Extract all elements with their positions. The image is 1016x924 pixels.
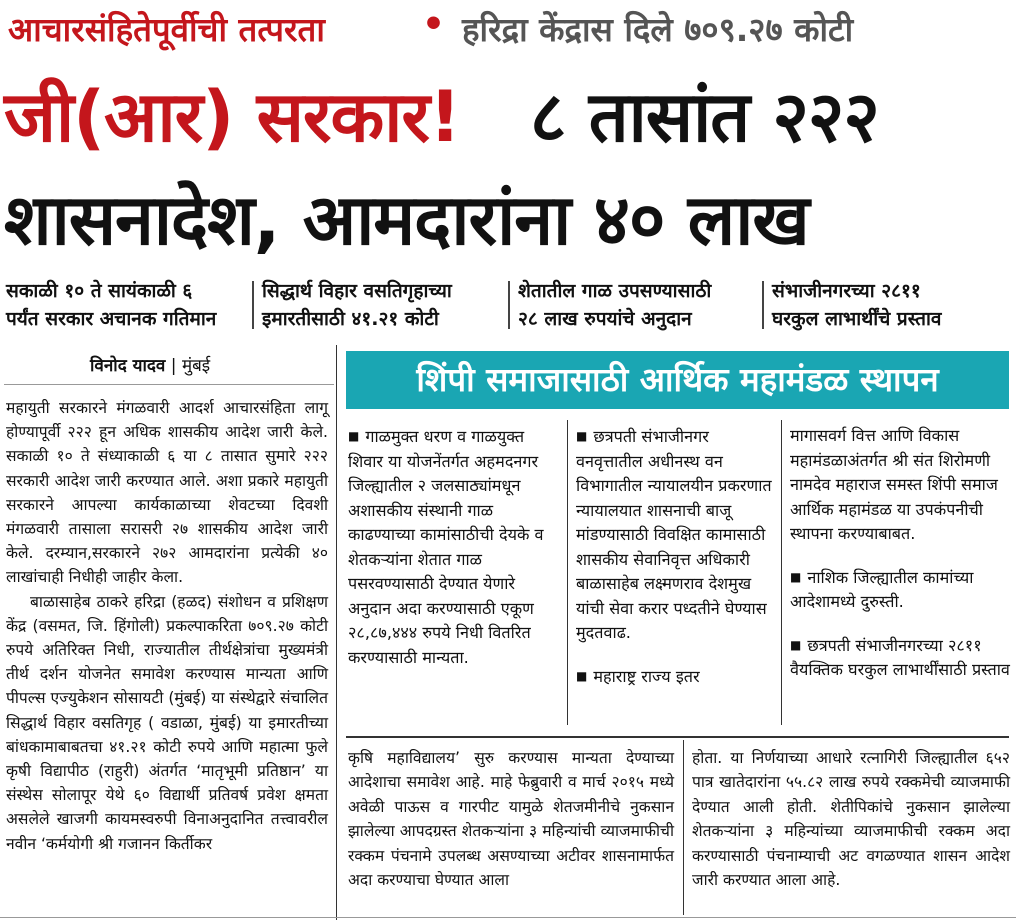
list-item-text: महाराष्ट्र राज्य इतर	[593, 666, 700, 686]
list-item	[790, 424, 1010, 547]
column-divider	[336, 345, 337, 920]
byline	[90, 353, 210, 376]
byline-place: मुंबई	[181, 356, 211, 376]
headline-black: ८ तासांत २२२	[530, 76, 879, 158]
kicker-right: हरिद्रा केंद्रास दिले ७०९.२७ कोटी	[462, 10, 854, 49]
highlight-3-line1: शेतातील गाळ उपसण्यासाठी	[518, 280, 712, 302]
bottom-column-2: होता. या निर्णयाच्या आधारे रत्नागिरी जिल्ह्यातील ६५२ पात्र खातेदारांना ५५.८२ लाख रुपये रक्कमेची व्याजमाफी देण्यात आली होती. शेतीपिकांचे नुकसान झालेल्या शेतकऱ्यांना ३ महिन्यांच्या व्याजमाफीची रक्कम अदा करण्यासाठी पंचनाम्याची अट वगळण्यात शासन आदेश जारी करण्यात आला आहे.	[692, 749, 1010, 890]
highlight-4-line2: घरकुल लाभार्थींचे प्रस्ताव	[772, 308, 942, 330]
kicker-left: आचारसंहितेपूर्वीची तत्परता	[8, 10, 325, 49]
highlight-1	[0, 273, 252, 335]
square-bullet-icon: ■	[790, 637, 802, 652]
highlight-2	[256, 273, 508, 335]
column-divider	[567, 420, 568, 725]
left-paragraph-2: बाळासाहेब ठाकरे हरिद्रा (हळद) संशोधन व प्रशिक्षण केंद्र (वसमत, जि. हिंगोली) प्रकल्पाकरिता ७०९.२७ कोटी रुपये अतिरिक्त निधी, राज्यातील तीर्थक्षेत्रांचा मुख्यमंत्री तीर्थ दर्शन योजनेत समावेश करण्यास मान्यता आणि पीपल्स एज्युकेशन सोसायटी (मुंबई) या संस्थेद्वारे संचालित सिद्धार्थ विहार वसतिगृह ( वडाळा, मुंबई) या इमारतीच्या बांधकामाबाबतचा ४१.२१ कोटी रुपये आणि महात्मा फुले कृषी विद्यापीठ (राहुरी) अंतर्गत ‘मातृभूमी प्रतिष्ठान’ या संस्थेस सोलापूर येथे ६० विद्यार्थी प्रतिवर्ष प्रवेश क्षमता असलेले खाजगी कायमस्वरुपी विनाअनुदानित तत्त्वावरील नवीन ‘कर्मयोगी श्री गजानन किर्तीकर	[6, 592, 328, 853]
bottom-rule	[0, 917, 1016, 918]
list-item	[348, 424, 560, 670]
list-item-text: छत्रपती संभाजीनगरच्या २८११ वैयक्तिक घरकुल लाभार्थींसाठी प्रस्ताव	[790, 635, 1010, 679]
list-item	[576, 424, 776, 646]
highlight-3-line2: २८ लाख रुपयांचे अनुदान	[518, 308, 692, 330]
highlight-divider	[252, 281, 254, 329]
byline-author: विनोद यादव	[90, 356, 166, 376]
highlights-strip	[0, 273, 1016, 335]
sub-column-2	[576, 424, 776, 707]
column-divider	[781, 420, 782, 725]
list-item	[790, 565, 1010, 615]
left-paragraph-1: महायुती सरकारने मंगळवारी आदर्श आचारसंहिता लागू होण्यापूर्वी २२२ हून अधिक शासकीय आदेश जारी केले. सकाळी १० ते संध्याकाळी ६ या ८ तासात सुमारे २२२ सरकारी आदेश जारी करण्यात आले. अशा प्रकारे महायुती सरकारने आपल्या कार्यकाळाच्या शेवटच्या दिवशी मंगळवारी तासाला सरासरी २७ शासकीय आदेश जारी केले. दरम्यान,सरकारने २७२ आमदारांना प्रत्येकी ४० लाखांचाही निधीही जाहीर केला.	[6, 399, 328, 587]
column-divider	[683, 740, 684, 915]
byline-rule	[4, 384, 334, 385]
highlight-divider	[508, 281, 510, 329]
highlight-1-line1: सकाळी १० ते सायंकाळी ६	[6, 280, 193, 302]
list-item-text: छत्रपती संभाजीनगर वनवृत्तातील अधीनस्थ वन विभागातील न्यायालयीन प्रकरणात न्यायालयात शासनाची बाजू मांडण्यासाठी विवक्षित कामासाठी शासकीय सेवानिवृत्त अधिकारी बाळासाहेब लक्ष्मणराव देशमुख यांची सेवा करार पध्दतीने घेण्यास मुदतवाढ.	[576, 427, 772, 642]
sub-column-1	[348, 424, 560, 688]
highlight-1-line2: पर्यंत सरकार अचानक गतिमान	[6, 308, 217, 330]
highlight-4-line1: संभाजीनगरच्या २८११	[772, 280, 921, 302]
list-item-text: मागासवर्ग वित्त आणि विकास महामंडळाअंतर्गत श्री संत शिरोमणी नामदेव महाराज समस्त शिंपी समाज आर्थिक महामंडळ या उपकंपनीची स्थापना करण्याबाबत.	[790, 426, 998, 543]
section-banner: शिंपी समाजासाठी आर्थिक महामंडळ स्थापन	[346, 351, 1009, 409]
byline-separator: |	[170, 356, 177, 376]
list-item-text: गाळमुक्त धरण व गाळयुक्त शिवार या योजनेंतर्गत अहमदनगर जिल्ह्यातील २ जलसाठ्यांमधून अशासकीय संस्थानी गाळ काढण्याच्या कामांसाठीची देयके व शेतकऱ्यांना शेतात गाळ पसरवण्यासाठी देण्यात येणारे अनुदान अदा करण्यासाठी एकूण २८,८७,४४४ रुपये निधी वितरित करण्यासाठी मान्यता.	[348, 427, 544, 667]
highlight-2-line1: सिद्धार्थ विहार वसतिगृहाच्या	[262, 280, 452, 302]
list-item	[790, 633, 1010, 683]
left-column-text	[6, 396, 328, 856]
bottom-column-1: कृषि महाविद्यालय’ सुरु करण्यास मान्यता देण्याच्या आदेशाचा समावेश आहे. माहे फेब्रुवारी व मार्च २०१५ मध्ये अवेळी पाऊस व गारपीट यामुळे शेतजमीनीचे नुकसान झालेल्या आपदग्रस्त शेतकऱ्यांना ३ महिन्यांची व्याजमाफीची रक्कम पंचनामे उपलब्ध असण्याच्या अटीवर शासनामार्फत अदा करण्याचा घेण्यात आला	[348, 749, 674, 890]
square-bullet-icon: ■	[576, 668, 588, 683]
kicker-bullet: •	[422, 4, 446, 45]
sub-column-3	[790, 424, 1010, 701]
list-item-text: नाशिक जिल्ह्यातील कामांच्या आदेशामध्ये दुरुस्ती.	[790, 567, 974, 611]
highlight-2-line2: इमारतीसाठी ४१.२१ कोटी	[262, 308, 439, 330]
square-bullet-icon: ■	[790, 569, 802, 584]
square-bullet-icon: ■	[576, 429, 588, 443]
highlight-3	[512, 273, 762, 335]
highlight-divider	[762, 281, 764, 329]
headline-line2: शासनादेश, आमदारांना ४० लाख	[4, 179, 809, 261]
headline-red: जी(आर) सरकार!	[4, 76, 460, 158]
highlight-4	[766, 273, 1016, 335]
section-rule	[346, 736, 1009, 738]
square-bullet-icon: ■	[348, 429, 360, 443]
list-item	[576, 664, 776, 690]
